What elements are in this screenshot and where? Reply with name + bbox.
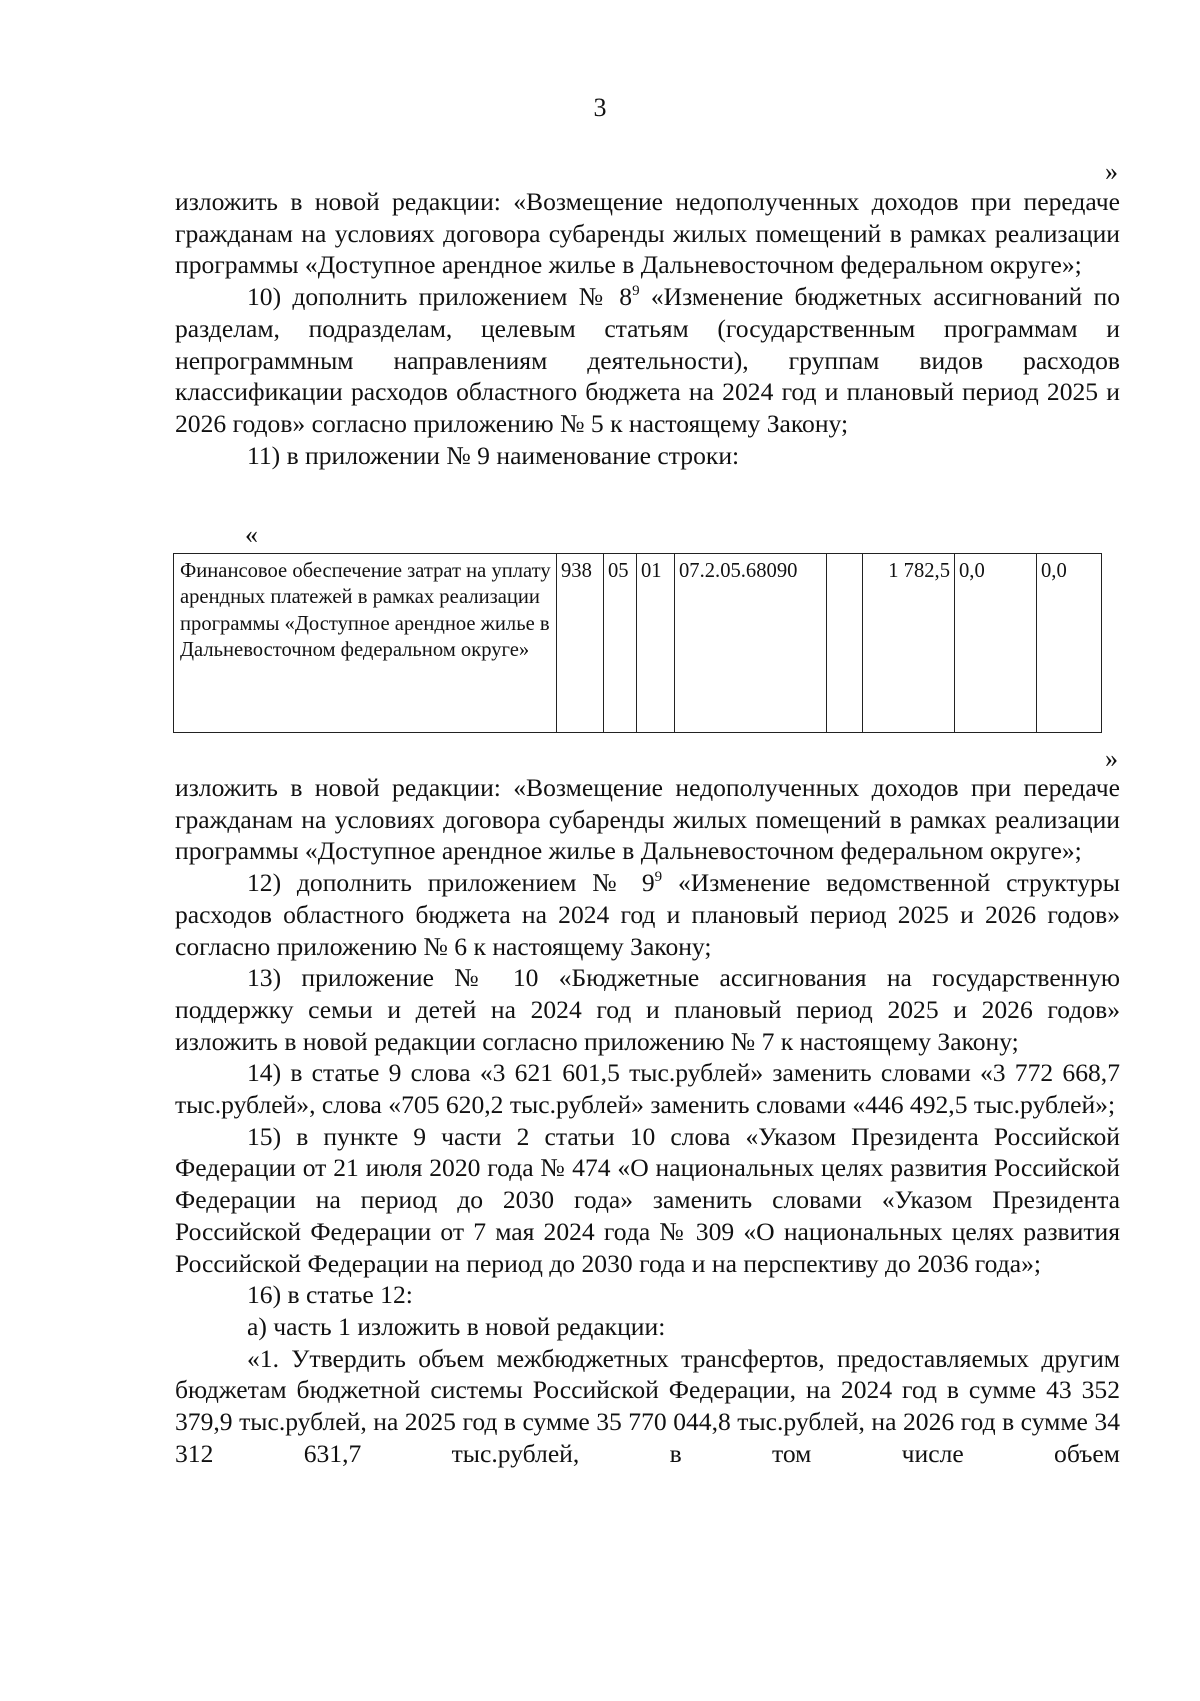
cell-target-article: 07.2.05.68090 (675, 554, 827, 733)
text-block-bottom (175, 772, 1120, 1469)
paragraph-item-14: 14) в статье 9 слова «3 621 601,5 тыс.рублей» заменить словами «3 772 668,7 тыс.рублей», слова «705 620,2 тыс.рублей» заменить словами «446 492,5 тыс.рублей»; (175, 1058, 1120, 1120)
cell-expense-type (827, 554, 863, 733)
opening-quote-table: « (245, 520, 258, 549)
cell-ministry-code: 938 (557, 554, 604, 733)
item-12-start: 12) дополнить приложением № 9 (247, 868, 655, 898)
paragraph-item-16: 16) в статье 12: (247, 1280, 413, 1310)
cell-sum-2024: 1 782,5 (863, 554, 955, 733)
item-12-rest: «Изменение ведомственной структуры расходов областного бюджета на 2024 год и плановый период 2025 и 2026 годов» согласно приложению № 6 к настоящему Закону; (175, 868, 1120, 961)
paragraph-item-12 (175, 867, 1120, 962)
paragraph-replacement-1: изложить в новой редакции: «Возмещение недополученных доходов при передаче гражданам на условиях договора субаренды жилых помещений в рамках реализации программы «Доступное арендное жилье в Дальневосточном федеральном округе»; (175, 187, 1120, 280)
paragraph-item-10 (175, 281, 1120, 440)
closing-quote-top: » (1105, 157, 1118, 186)
paragraph-item-16a: а) часть 1 изложить в новой редакции: (247, 1311, 666, 1341)
text-block-top (175, 186, 1120, 471)
item-12-superscript: 9 (654, 869, 663, 886)
paragraph-item-13: 13) приложение № 10 «Бюджетные ассигнования на государственную поддержку семьи и детей на 2024 год и плановый период 2025 и 2026 годов» изложить в новой редакции согласно приложению № 7 к настоящему Закону; (175, 963, 1120, 1056)
cell-section-code: 05 (604, 554, 637, 733)
cell-subsection-code: 01 (637, 554, 675, 733)
budget-row-table (173, 553, 1102, 733)
cell-sum-2025: 0,0 (955, 554, 1037, 733)
paragraph-replacement-2: изложить в новой редакции: «Возмещение недополученных доходов при передаче гражданам на условиях договора субаренды жилых помещений в рамках реализации программы «Доступное арендное жилье в Дальневосточном федеральном округе»; (175, 773, 1120, 866)
paragraph-item-16a-text: «1. Утвердить объем межбюджетных трансфертов, предоставляемых другим бюджетам бюджетной системы Российской Федерации, на 2024 год в сумме 43 352 379,9 тыс.рублей, на 2025 год в сумме 35 770 044,8 тыс.рублей, на 2026 год в сумме 34 312 631,7 тыс.рублей, в том числе объем (175, 1343, 1120, 1468)
item-10-superscript: 9 (632, 283, 640, 300)
paragraph-item-11: 11) в приложении № 9 наименование строки: (247, 440, 740, 470)
page-number: 3 (593, 93, 607, 122)
table-row (174, 554, 1102, 733)
item-10-rest: «Изменение бюджетных ассигнований по разделам, подразделам, целевым статьям (государственным программам и непрограммным направлениям деятельности), группам видов расходов классификации расходов областного бюджета на 2024 год и плановый период 2025 и 2026 годов» согласно приложению № 5 к настоящему Закону; (175, 282, 1120, 438)
cell-row-name: Финансовое обеспечение затрат на уплату арендных платежей в рамках реализации программы «Доступное арендное жилье в Дальневосточном федеральном округе» (174, 554, 557, 733)
item-10-start: 10) дополнить приложением № 8 (247, 282, 633, 312)
paragraph-item-15: 15) в пункте 9 части 2 статьи 10 слова «Указом Президента Российской Федерации от 21 июля 2020 года № 474 «О национальных целях развития Российской Федерации на период до 2030 года» заменить словами «Указом Президента Российской Федерации от 7 мая 2024 года № 309 «О национальных целях развития Российской Федерации на период до 2030 года и на перспективу до 2036 года»; (175, 1121, 1120, 1278)
cell-sum-2026: 0,0 (1037, 554, 1102, 733)
closing-quote-table: » (1105, 744, 1118, 773)
